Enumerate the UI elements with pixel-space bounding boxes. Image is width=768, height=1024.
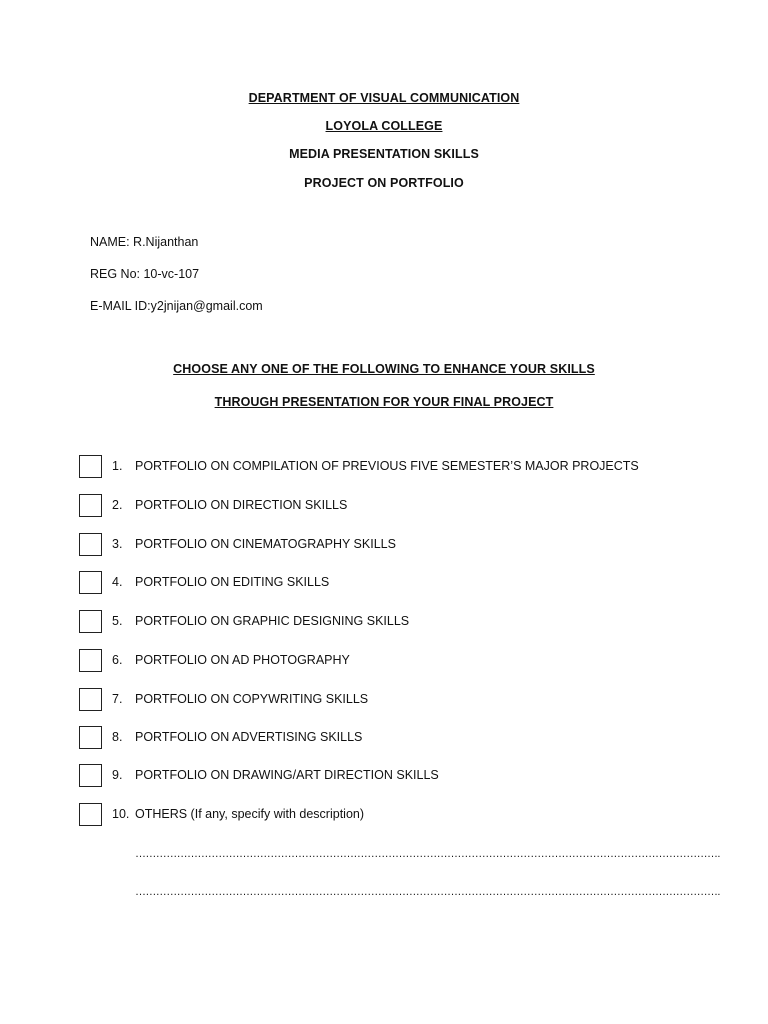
option-label: PORTFOLIO ON COMPILATION OF PREVIOUS FIVE SEMESTER’S MAJOR PROJECTS	[135, 459, 639, 473]
option-number: 1.	[112, 459, 123, 473]
instruction-line-2: THROUGH PRESENTATION FOR YOUR FINAL PROJECT	[214, 395, 554, 409]
description-line-2[interactable]: …………………………………………………………………………………………………………………………………………………….	[135, 886, 720, 898]
option-item	[79, 610, 679, 636]
student-email: E-MAIL ID:y2jnijan@gmail.com	[90, 299, 263, 313]
option-item	[79, 533, 679, 559]
option-item	[79, 764, 679, 790]
option-checkbox[interactable]	[79, 610, 102, 633]
option-checkbox[interactable]	[79, 764, 102, 787]
option-checkbox[interactable]	[79, 571, 102, 594]
option-label: PORTFOLIO ON AD PHOTOGRAPHY	[135, 653, 350, 667]
option-item	[79, 688, 679, 714]
option-item	[79, 571, 679, 597]
option-item	[79, 455, 679, 481]
option-item	[79, 803, 679, 829]
option-number: 10.	[112, 807, 130, 821]
option-item	[79, 726, 679, 752]
option-number: 7.	[112, 692, 123, 706]
option-checkbox[interactable]	[79, 494, 102, 517]
option-checkbox[interactable]	[79, 803, 102, 826]
course-heading: MEDIA PRESENTATION SKILLS	[289, 147, 479, 161]
student-reg-number: REG No: 10-vc-107	[90, 267, 200, 281]
instruction-line-1: CHOOSE ANY ONE OF THE FOLLOWING TO ENHANCE YOUR SKILLS	[173, 362, 595, 376]
option-number: 4.	[112, 575, 123, 589]
option-checkbox[interactable]	[79, 533, 102, 556]
option-label: PORTFOLIO ON COPYWRITING SKILLS	[135, 692, 369, 706]
option-label: PORTFOLIO ON DIRECTION SKILLS	[135, 498, 348, 512]
option-number: 9.	[112, 768, 123, 782]
option-number: 6.	[112, 653, 123, 667]
option-label: PORTFOLIO ON ADVERTISING SKILLS	[135, 730, 363, 744]
option-label: PORTFOLIO ON DRAWING/ART DIRECTION SKILLS	[135, 768, 439, 782]
option-checkbox[interactable]	[79, 726, 102, 749]
option-label: PORTFOLIO ON GRAPHIC DESIGNING SKILLS	[135, 614, 410, 628]
option-checkbox[interactable]	[79, 649, 102, 672]
option-checkbox[interactable]	[79, 688, 102, 711]
department-heading: DEPARTMENT OF VISUAL COMMUNICATION	[248, 91, 520, 105]
option-item	[79, 649, 679, 675]
college-heading: LOYOLA COLLEGE	[325, 119, 443, 133]
option-label: PORTFOLIO ON EDITING SKILLS	[135, 575, 330, 589]
option-number: 5.	[112, 614, 123, 628]
option-number: 8.	[112, 730, 123, 744]
option-label: OTHERS (If any, specify with description)	[135, 807, 365, 821]
description-line-1[interactable]: …………………………………………………………………………………………………………………………………………………….	[135, 848, 720, 860]
student-name: NAME: R.Nijanthan	[90, 235, 199, 249]
option-item	[79, 494, 679, 520]
project-heading: PROJECT ON PORTFOLIO	[304, 176, 464, 190]
option-label: PORTFOLIO ON CINEMATOGRAPHY SKILLS	[135, 537, 396, 551]
option-checkbox[interactable]	[79, 455, 102, 478]
option-number: 3.	[112, 537, 123, 551]
option-number: 2.	[112, 498, 123, 512]
